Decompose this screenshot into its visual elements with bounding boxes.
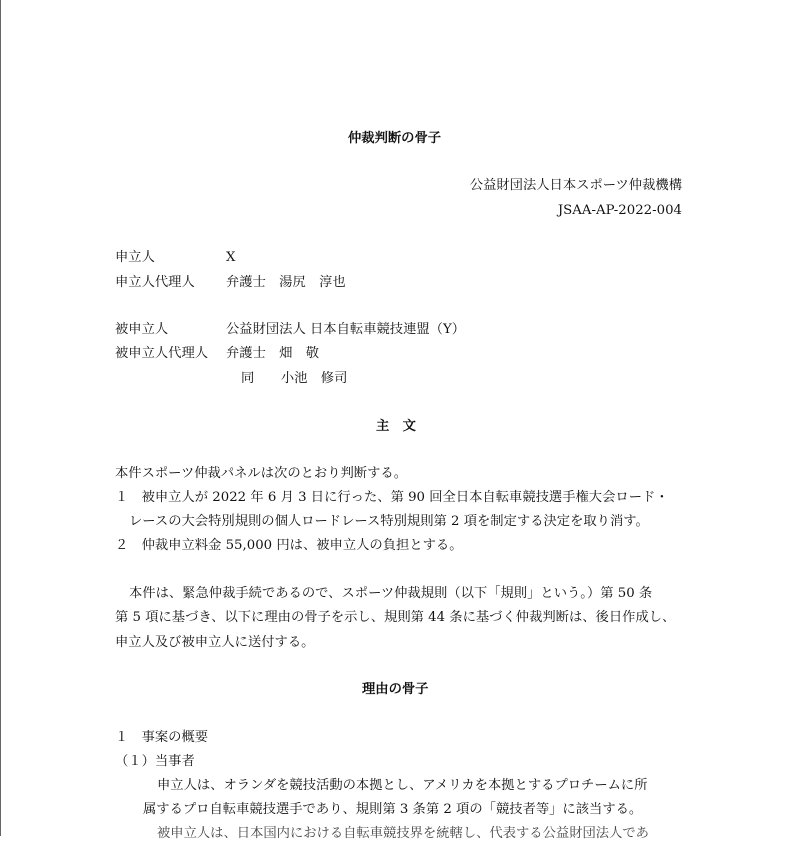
respondent-agent-label: 被申立人代理人 bbox=[115, 346, 209, 361]
main-intro: 本件スポーツ仲裁パネルは次のとおり判断する。 bbox=[115, 466, 407, 481]
applicant-agent-value: 弁護士 湯尻 淳也 bbox=[226, 275, 346, 290]
paragraph-line-1: 本件は、緊急仲裁手続であるので、スポーツ仲裁規則（以下「規則」という。）第 50 条 bbox=[129, 586, 653, 601]
case-number: JSAA-AP-2022-004 bbox=[557, 203, 682, 218]
paragraph-line-3: 申立人及び被申立人に送付する。 bbox=[115, 635, 315, 650]
reason-paragraph-line-2: 属するプロ自転車競技選手であり、規則第 3 条第 2 項の「競技者等」に該当する。 bbox=[143, 802, 643, 817]
applicant-label: 申立人 bbox=[115, 250, 155, 265]
issuer-organization: 公益財団法人日本スポーツ仲裁機構 bbox=[469, 178, 682, 193]
reason-section-1: １ 事案の概要 bbox=[115, 730, 209, 745]
reason-paragraph-line-3: 被申立人は、日本国内における自転車競技界を統轄し、代表する公益財団法人であ bbox=[157, 826, 649, 841]
document-title: 仲裁判断の骨子 bbox=[348, 131, 442, 146]
respondent-value: 公益財団法人 日本自転車競技連盟（Y） bbox=[226, 322, 466, 337]
respondent-label: 被申立人 bbox=[115, 322, 169, 337]
main-item-2: ２ 仲裁申立料金 55,000 円は、被申立人の負担とする。 bbox=[115, 538, 463, 553]
main-item-1-line-2: レースの大会特別規則の個人ロードレース特別規則第 2 項を制定する決定を取り消す。 bbox=[129, 514, 649, 529]
main-item-1-line-1: １ 被申立人が 2022 年 6 月 3 日に行った、第 90 回全日本自転車競技選手権大会ロード・ bbox=[115, 490, 669, 505]
reason-paragraph-line-1: 申立人は、オランダを競技活動の本拠とし、アメリカを本拠とするプロチームに所 bbox=[157, 778, 648, 793]
page-border bbox=[0, 0, 1, 836]
respondent-agent-value-1: 弁護士 畑 敬 bbox=[226, 346, 320, 361]
applicant-agent-label: 申立人代理人 bbox=[115, 275, 195, 290]
reason-heading: 理由の骨子 bbox=[362, 682, 429, 697]
respondent-agent-value-2: 同 小池 修司 bbox=[241, 371, 348, 386]
reason-subsection-1: （１）当事者 bbox=[115, 754, 195, 769]
paragraph-line-2: 第 5 項に基づき、以下に理由の骨子を示し、規則第 44 条に基づく仲裁判断は、後日作成し、 bbox=[115, 610, 676, 625]
main-heading: 主 文 bbox=[376, 419, 416, 434]
applicant-value: X bbox=[226, 250, 236, 265]
